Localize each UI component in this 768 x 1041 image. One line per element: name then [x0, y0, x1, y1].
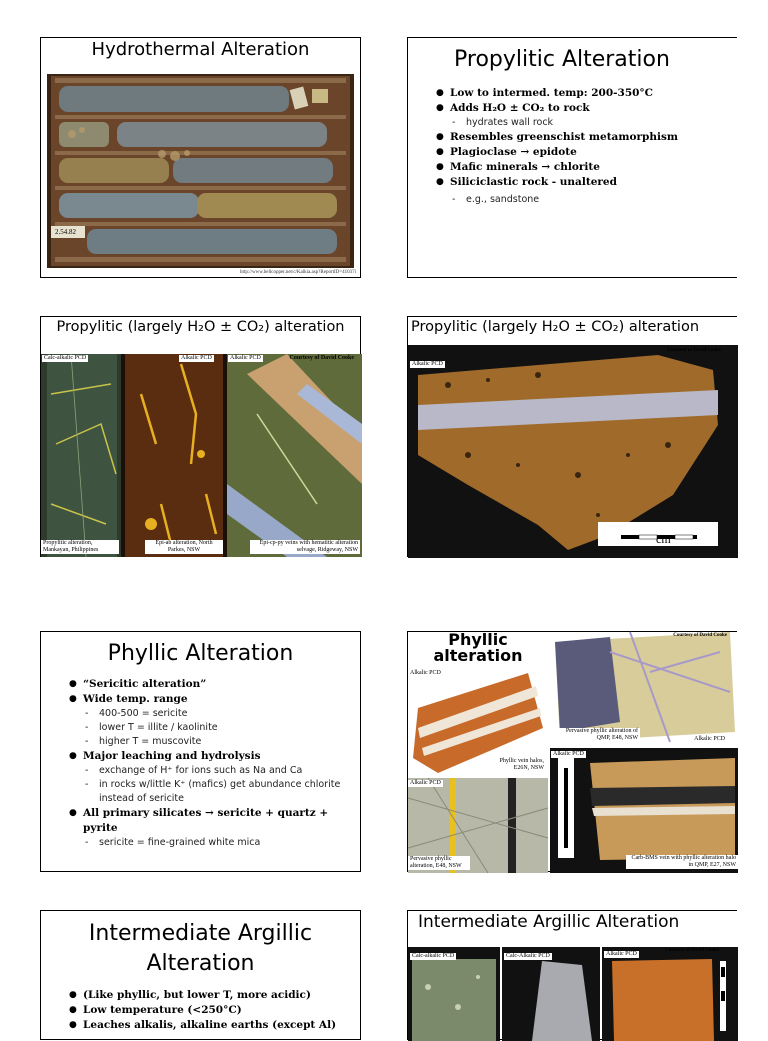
- sample-photo-calc-alkalic-1: [408, 947, 500, 1041]
- sub-bullet-item: - e.g., sandstone: [436, 193, 732, 207]
- scale-bar-label: cm: [656, 532, 671, 546]
- sub-bullet-item: - higher T = muscovite: [69, 735, 359, 749]
- slide-title-line: Alteration: [146, 951, 255, 976]
- sample-label: Alkalic PCD: [410, 780, 441, 786]
- sample-caption: Propylitic alteration, Mankayan, Philippines: [41, 540, 119, 554]
- bullet-item: ● (Like phyllic, but lower T, more acidic): [69, 988, 359, 1003]
- bullet-item: ● Major leaching and hydrolysis: [69, 749, 359, 764]
- sample-caption: Epi-cp-py veins with hematitic alteration selvage, Ridgeway, NSW: [250, 540, 360, 554]
- bullet-item: ● Adds H₂O ± CO₂ to rock: [436, 101, 732, 116]
- sample-label: Calc-alkalic PCD: [412, 953, 455, 959]
- sub-bullet-item: - exchange of H⁺ for ions such as Na and Ca: [69, 764, 359, 778]
- bullet-item: ● Wide temp. range: [69, 692, 359, 707]
- slide-title-line: alteration: [433, 646, 523, 665]
- bullet-list: [69, 677, 359, 850]
- slide-phyllic-alteration: [40, 631, 361, 872]
- sample-label: Alkalic PCD: [181, 355, 212, 361]
- sub-bullet-item: - 400-500 = sericite: [69, 707, 359, 721]
- sample-photo-alkalic-1: [121, 354, 227, 557]
- bullet-item: ● Siliciclastic rock - unaltered: [436, 175, 732, 190]
- sample-caption: Pervasive phyllic alteration, E48, NSW: [408, 856, 470, 870]
- sample-photo-alkalic-2: [227, 354, 362, 557]
- bullet-item: ● Leaches alkalis, alkaline earths (except Al): [69, 1018, 359, 1033]
- photo-credit: Courtesy of David Cooke: [667, 348, 721, 353]
- bullet-item: ● Low temperature (<250°C): [69, 1003, 359, 1018]
- slide-title: Propylitic (largely H₂O ± CO₂) alteration: [411, 319, 700, 335]
- slide-title: Propylitic (largely H₂O ± CO₂) alteration: [56, 319, 345, 335]
- slide-phyllic-samples: [407, 631, 737, 872]
- slide-title-line: Phyllic: [448, 630, 508, 649]
- bullet-list: [436, 86, 732, 207]
- slide-propylitic-samples: [40, 316, 361, 557]
- sample-label: Alkalic PCD: [694, 736, 725, 742]
- sample-photo-calc-alkalic: [41, 354, 121, 557]
- sample-label: Alkalic PCD: [553, 751, 584, 757]
- sub-bullet-item: - in rocks w/little K⁺ (mafics) get abundance chlorite instead of sericite: [69, 778, 359, 806]
- sample-photo-calc-alkalic-2: [502, 947, 600, 1041]
- sample-caption: Phyllic vein halos, E26N, NSW: [488, 758, 546, 772]
- bullet-item: ● “Sericitic alteration”: [69, 677, 359, 692]
- core-box-photo: [47, 74, 354, 268]
- slide-title: Hydrothermal Alteration: [91, 39, 310, 60]
- photo-credit: Courtesy of David Cooke: [673, 633, 727, 638]
- sample-photo-alkalic: [602, 947, 738, 1041]
- slide-title: Propylitic Alteration: [454, 47, 670, 72]
- photo-credit: Courtesy of David Cooke: [665, 948, 719, 953]
- photo-credit: Courtesy of David Cooke: [289, 355, 354, 361]
- sample-label: Calc-Alkalic PCD: [506, 953, 550, 959]
- sample-caption: Epi-ab alteration, North Parkes, NSW: [145, 540, 223, 554]
- sample-photo: [408, 345, 738, 558]
- slide-hydrothermal-alteration: [40, 37, 361, 278]
- bullet-list: [69, 988, 359, 1033]
- slide-title: [41, 911, 360, 979]
- bullet-item: ● All primary silicates → sericite + quartz + pyrite: [69, 806, 359, 836]
- bullet-item: ● Mafic minerals → chlorite: [436, 160, 732, 175]
- box-label: 2.54.82: [55, 228, 76, 236]
- sample-caption: Pervasive phyllic alteration of QMP, E48, NSW: [558, 728, 640, 742]
- sample-label: Calc-alkalic PCD: [44, 355, 87, 361]
- sub-bullet-item: - hydrates wall rock: [436, 116, 732, 130]
- slide-title: Intermediate Argillic Alteration: [418, 912, 680, 932]
- sample-label: Alkalic PCD: [412, 361, 443, 367]
- bullet-item: ● Low to intermed. temp: 200-350°C: [436, 86, 732, 101]
- sample-label: Alkalic PCD: [230, 355, 261, 361]
- slide-propylitic-sample-large: [407, 316, 737, 557]
- slide-title: [408, 632, 548, 664]
- sample-caption: Carb-BMS vein with phyllic alteration halo in QMP, E27, NSW: [626, 855, 738, 869]
- sub-bullet-item: - lower T = illite / kaolinite: [69, 721, 359, 735]
- sample-label: Alkalic PCD: [410, 670, 441, 676]
- bullet-item: ● Plagioclase → epidote: [436, 145, 732, 160]
- slide-intermediate-argillic: [40, 910, 361, 1040]
- sub-bullet-item: - sericite = fine-grained white mica: [69, 836, 359, 850]
- source-url: http://www.bellcopper.net/c/Kalkia.asp?ReportID=41037i: [240, 270, 356, 275]
- slide-title-line: Intermediate Argillic: [88, 921, 313, 946]
- bullet-item: ● Resembles greenschist metamorphism: [436, 130, 732, 145]
- slide-intermediate-argillic-samples: [407, 910, 737, 1040]
- slide-propylitic-alteration: [407, 37, 737, 278]
- slide-title: Phyllic Alteration: [107, 641, 294, 666]
- sample-label: Alkalic PCD: [606, 951, 637, 957]
